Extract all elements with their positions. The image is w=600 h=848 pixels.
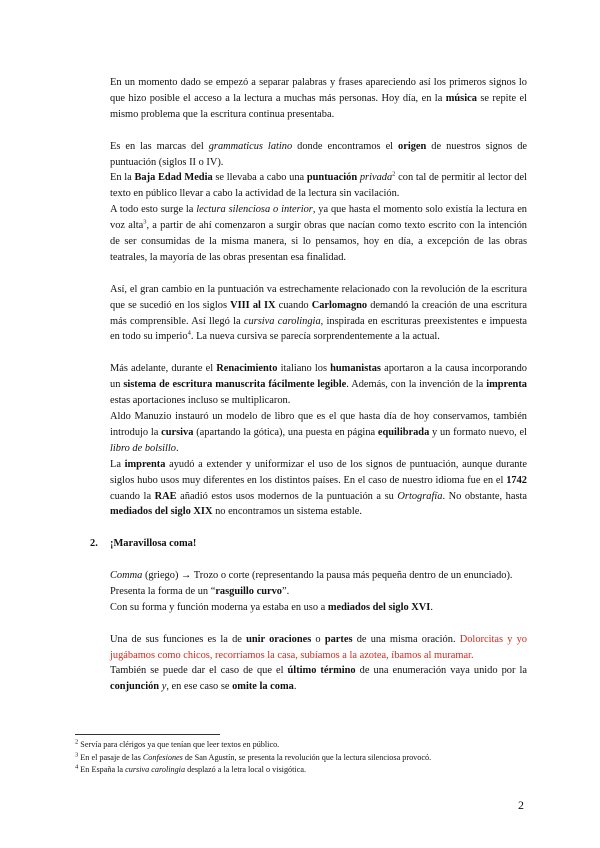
- section-heading: [90, 536, 527, 552]
- paragraph-middle-ages: En la Baja Edad Media se llevaba a cabo una puntuación privada$^2$ con tal de permitir al lector del texto en público llevar a cabo la actividad de la lectura sin vacilación.: [110, 170, 527, 200]
- paragraph-comma-shape: Presenta la forma de un “rasguillo curvo”.: [110, 585, 290, 597]
- paragraph-comma-omission: También se puede dar el caso de que el último término de una enumeración vaya unido por la conjunción y, en ese caso se omite la coma.: [110, 665, 527, 693]
- footnotes: [75, 734, 527, 777]
- section-number: 2.: [90, 538, 98, 550]
- footnote-ref-3[interactable]: 3: [143, 218, 147, 226]
- footnote-separator: [75, 734, 220, 735]
- example-sentence: Dolorcitas y yo jugábamos como chicos, recorríamos la casa, subíamos a la azotea, íbamos al muramar.: [110, 633, 527, 661]
- paragraph-printing-press: La imprenta ayudó a extender y uniformizar el uso de los signos de puntuación, aunque durante siglos hubo usos muy diferentes en los distintos países. En el caso de nuestro idioma fue en el 1742 cuando la RAE añadió estos usos modernos de la puntuación a su Ortografía. No obstante, hasta mediados del siglo XIX no encontramos un sistema estable.: [110, 458, 528, 518]
- paragraph-manuzio: Aldo Manuzio instauró un modelo de libro que es el que hasta día de hoy conservamos, también introdujo la cursiva (apartando la gótica), una puesta en página equilibrada y un formato nuevo, el libro de bolsillo.: [110, 410, 527, 454]
- paragraph-renaissance: Más adelante, durante el Renacimiento italiano los humanistas aportaron a la causa incorporando un sistema de escritura manuscrita fácilmente legible. Además, con la invención de la imprenta estas aportaciones incluso se multiplicaron.: [110, 363, 527, 407]
- paragraph-comma-modern: Con su forma y función moderna ya estaba en uso a mediados del siglo XVI.: [110, 601, 433, 613]
- paragraph-comma-etymology: Comma (griego) → Trozo o corte (representando la pausa más pequeña dentro de un enunciado).: [110, 570, 513, 582]
- paragraph-silent-reading: A todo esto surge la lectura silenciosa o interior, ya que hasta el momento solo existía la lectura en voz alta$^3$, a partir de ahí comenzaron a surgir obras que nacían como texto escrito con la intención de ser consumidas de la misma manera, si lo pensamos, hoy en día, a excepción de las obras teatrales, la mayoría de las obras presentan esa finalidad.: [110, 204, 527, 263]
- footnote-ref-2[interactable]: 2: [392, 170, 396, 178]
- body-text: [90, 75, 528, 695]
- footnote-2: $^2$ Servía para clérigos ya que tenían que leer textos en público.: [75, 738, 280, 749]
- footnote-3: $^3$ En el pasaje de las Confesiones de San Agustín, se presenta la revolución que la lectura silenciosa provocó.: [75, 750, 432, 762]
- paragraph-music: En un momento dado se empezó a separar palabras y frases apareciendo así los primeros signos lo que hizo posible el acceso a la lectura a muchas más personas. Hoy día, en la música se repite el mismo problema que la escritura continua presentaba.: [110, 77, 527, 120]
- paragraph-comma-function: Una de sus funciones es la de unir oraciones o partes de una misma oración. Dolorcitas y yo jugábamos como chicos, recorríamos la casa, subíamos a la azotea, íbamos al muramar.: [110, 633, 527, 661]
- page-number: 2: [518, 798, 524, 812]
- footnote-ref-4[interactable]: 4: [187, 330, 191, 337]
- paragraph-carolingian: Así, el gran cambio en la puntuación va estrechamente relacionado con la revolución de la escritura que se sucedió en los siglos VIII al IX cuando Carlomagno demandó la creación de una escritura más comprensible. Así llegó la cursiva carolingia, inspirada en escrituras preexistentes e impuesta en todo su imperio$^4$. La nueva cursiva se parecía sorprendentemente a la actual.: [110, 283, 527, 343]
- footnote-4: $^4$ En España la cursiva carolingia desplazó a la letra local o visigótica.: [75, 763, 307, 774]
- paragraph-origin: Es en las marcas del grammaticus latino donde encontramos el origen de nuestros signos de puntuación (siglos II o IV).: [110, 140, 528, 168]
- section-title: ¡Maravillosa coma!: [110, 538, 197, 550]
